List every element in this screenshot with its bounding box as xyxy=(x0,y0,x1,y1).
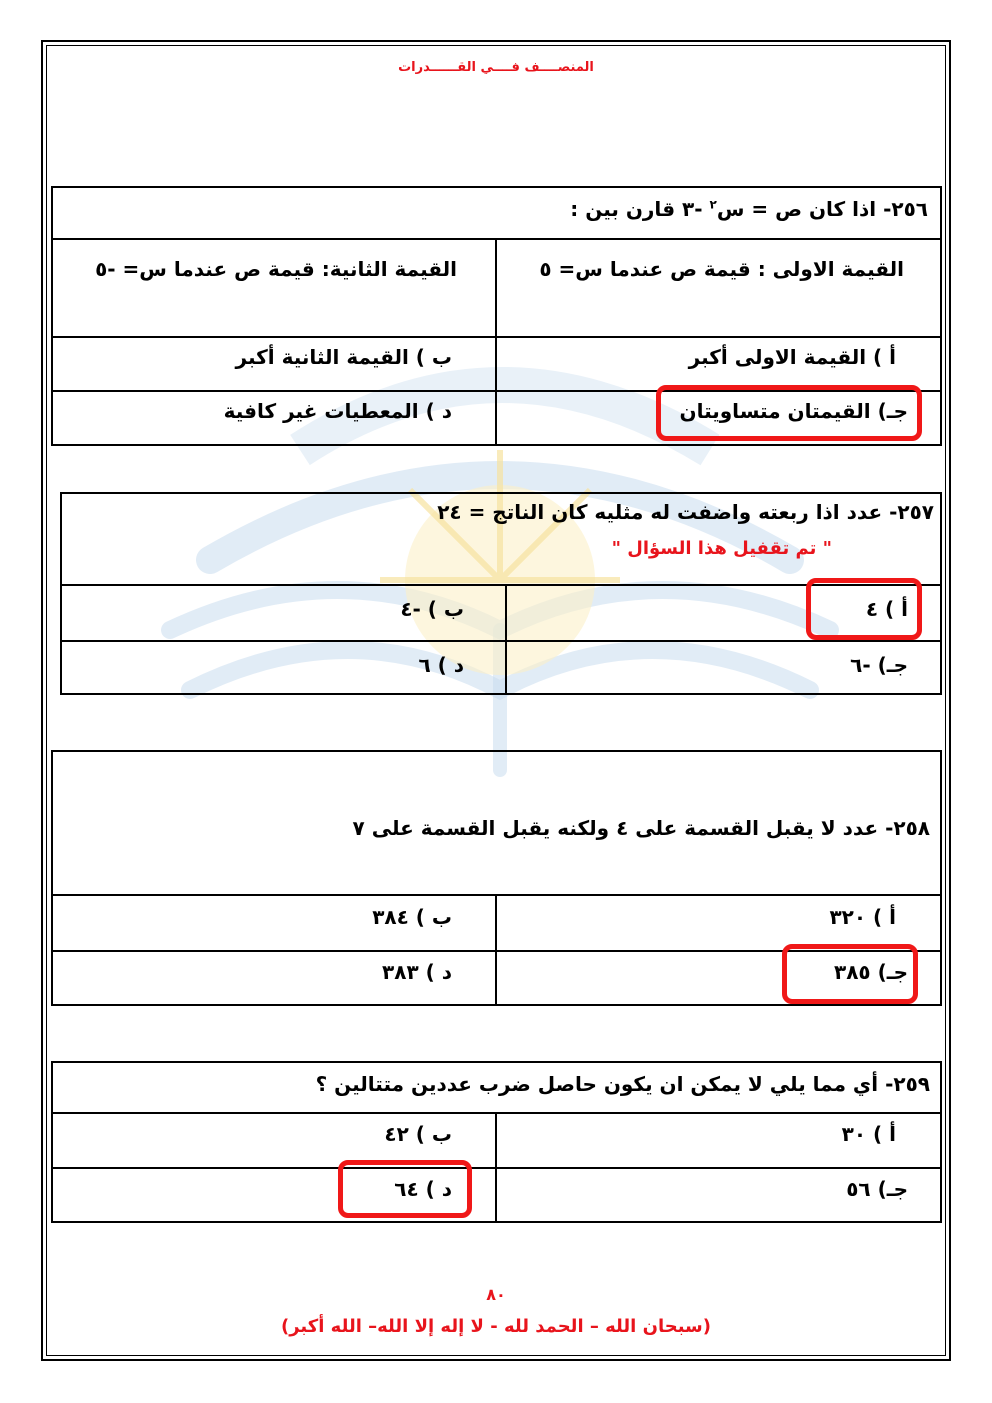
q256-option-c[interactable]: جـ) القيمتان متساويتان xyxy=(679,399,908,423)
q259-option-a[interactable]: أ ) ٣٠ xyxy=(841,1122,896,1146)
divider xyxy=(495,894,497,1006)
question-258-text: ٢٥٨- عدد لا يقبل القسمة على ٤ ولكنه يقبل القسمة على ٧ xyxy=(352,816,930,840)
q259-option-d[interactable]: د ) ٦٤ xyxy=(394,1177,452,1201)
q256-value-1: القيمة الاولى : قيمة ص عندما س= ٥ xyxy=(539,257,904,281)
header-title: المنصــــف فــــي القــــــدرات xyxy=(398,60,594,75)
question-259-text: ٢٥٩- أي مما يلي لا يمكن ان يكون حاصل ضرب عددين متتالين ؟ xyxy=(315,1072,930,1096)
question-257-note: " تم تقفيل هذا السؤال " xyxy=(611,538,832,559)
q256-value-2: القيمة الثانية: قيمة ص عندما س= -٥ xyxy=(95,257,457,281)
q257-option-d[interactable]: د ) ٦ xyxy=(418,653,464,677)
footer-dhikr: (سبحان الله – الحمد لله - لا إله إلا الله– الله أكبر) xyxy=(281,1316,711,1337)
q258-option-a[interactable]: أ ) ٣٢٠ xyxy=(829,905,896,929)
q259-option-b[interactable]: ب ) ٤٢ xyxy=(384,1122,452,1146)
q256-answer-mark xyxy=(656,385,922,441)
question-256-text xyxy=(570,197,928,221)
question-256-exponent: ٢ xyxy=(709,197,717,212)
q258-option-b[interactable]: ب ) ٣٨٤ xyxy=(372,905,452,929)
question-256-main: ٢٥٦- اذا كان ص = س xyxy=(716,197,928,221)
q256-option-a[interactable]: أ ) القيمة الاولى أكبر xyxy=(688,345,896,369)
q259-answer-mark xyxy=(338,1160,472,1218)
question-256-tail: -٣ قارن بين : xyxy=(570,197,710,221)
q258-option-c[interactable]: جـ) ٣٨٥ xyxy=(834,960,908,984)
q257-option-a[interactable]: أ ) ٤ xyxy=(865,597,908,621)
divider xyxy=(60,640,942,642)
divider xyxy=(495,238,497,446)
q257-option-b[interactable]: ب ) -٤ xyxy=(400,597,464,621)
q256-option-b[interactable]: ب ) القيمة الثانية أكبر xyxy=(235,345,452,369)
q259-option-c[interactable]: جـ) ٥٦ xyxy=(846,1177,908,1201)
q258-answer-mark xyxy=(782,944,918,1004)
divider xyxy=(505,584,507,695)
page-number: ٨٠ xyxy=(486,1285,506,1304)
q257-option-c[interactable]: جـ) -٦ xyxy=(850,653,908,677)
q257-answer-mark xyxy=(806,578,922,640)
question-257-text: ٢٥٧- عدد اذا ربعته واضفت له مثليه كان الناتج = ٢٤ xyxy=(437,500,934,524)
q256-option-d[interactable]: د ) المعطيات غير كافية xyxy=(223,399,452,423)
q258-option-d[interactable]: د ) ٣٨٣ xyxy=(382,960,452,984)
divider xyxy=(495,1112,497,1223)
